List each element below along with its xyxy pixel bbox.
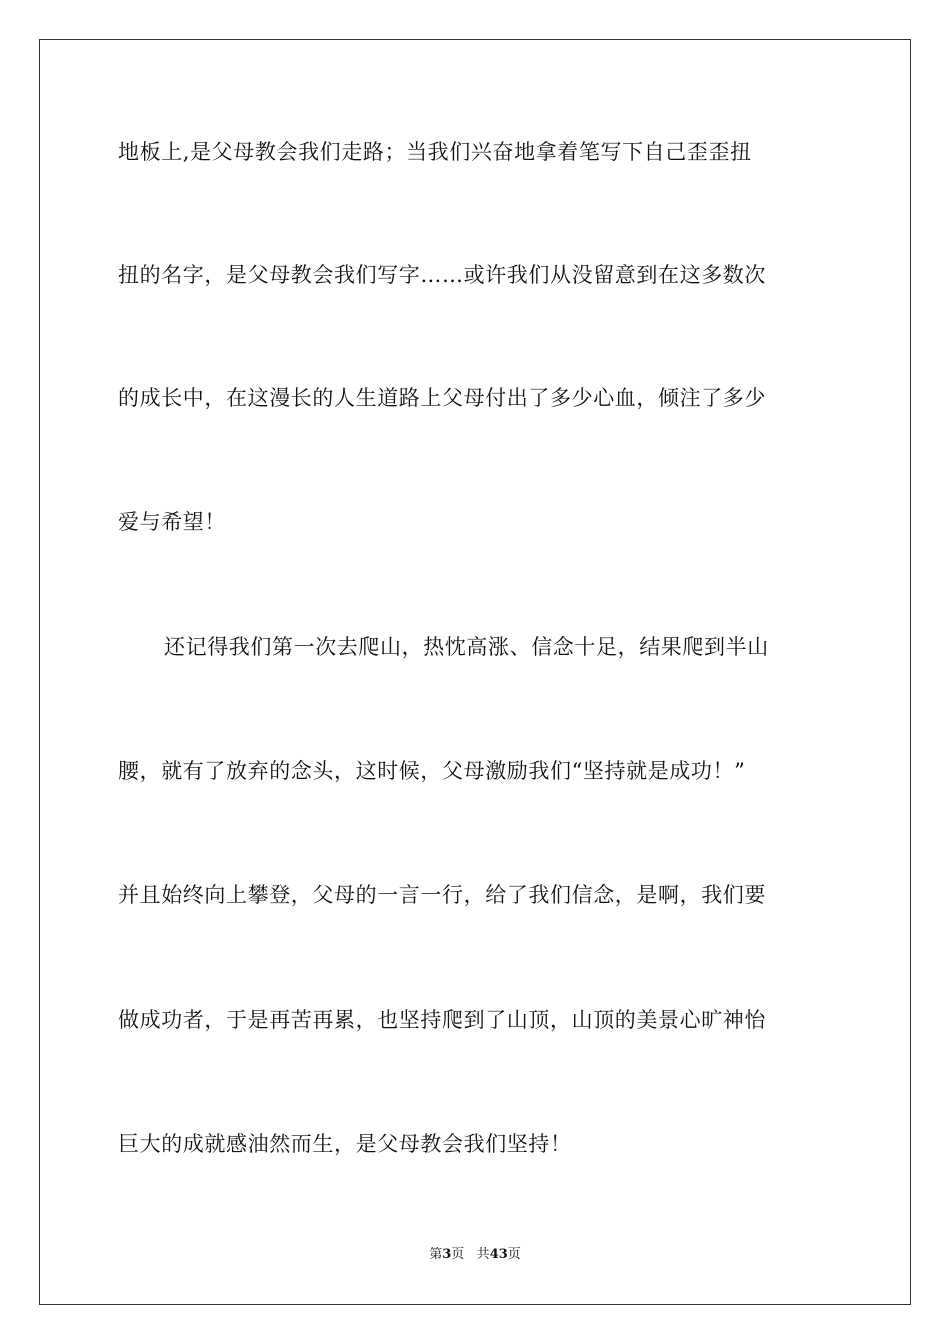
total-prefix: 共 [476,1247,490,1262]
page-prefix: 第 [429,1247,443,1262]
text-line-9: 巨大的成就感油然而生，是父母教会我们坚持！ [118,1132,572,1156]
text-line-8: 做成功者，于是再苦再累，也坚持爬到了山顶，山顶的美景心旷神怡 [118,1008,766,1032]
text-line-4: 爱与希望！ [118,510,226,534]
page-suffix: 页 [451,1247,465,1262]
text-line-3: 的成长中，在这漫长的人生道路上父母付出了多少心血，倾注了多少 [118,386,766,410]
text-line-5-paragraph-start: 还记得我们第一次去爬山，热忱高涨、信念十足，结果爬到半山 [164,635,769,659]
page-footer [0,1246,950,1264]
text-line-2: 扭的名字，是父母教会我们写字……或许我们从没留意到在这多数次 [118,263,766,287]
text-line-1: 地板上,是父母教会我们走路；当我们兴奋地拿着笔写下自己歪歪扭 [118,140,752,164]
text-line-6: 腰，就有了放弃的念头，这时候，父母激励我们“坚持就是成功！” [118,759,746,783]
total-pages: 43 [489,1247,508,1262]
page-border [39,39,911,1305]
text-line-7: 并且始终向上攀登，父母的一言一行，给了我们信念，是啊，我们要 [118,883,766,907]
total-suffix: 页 [507,1247,521,1262]
page-number: 3 [442,1247,452,1262]
